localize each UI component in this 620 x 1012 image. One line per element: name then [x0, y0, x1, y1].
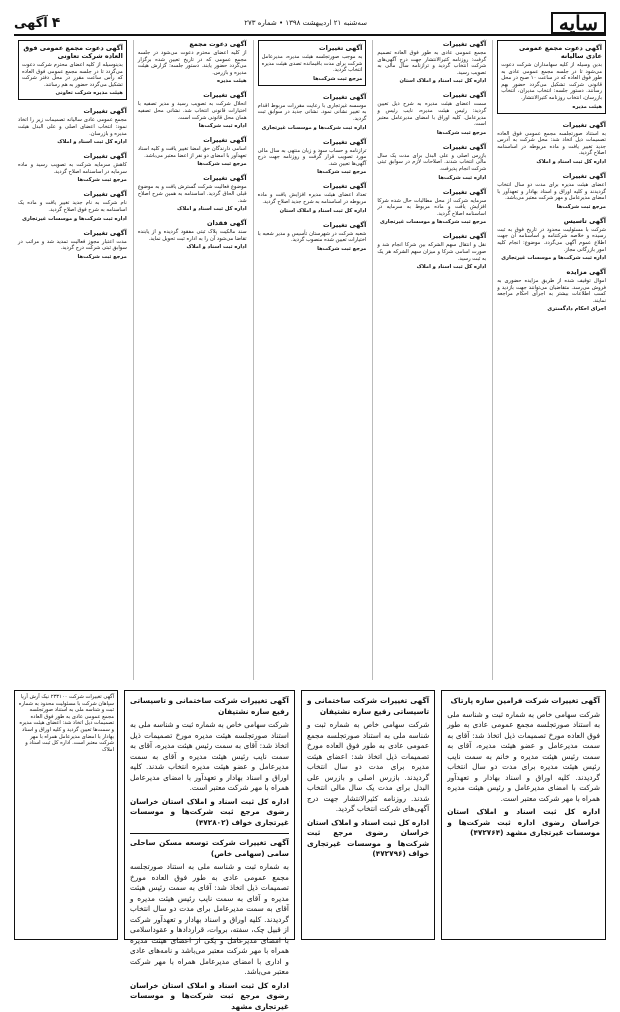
- ad-text: موسسه غیرتجاری با رعایت مقررات مربوط اقدام به تغییر نشانی نمود. نشانی جدید در سوابق ثبت گردید.: [258, 103, 367, 123]
- ad-text: انحلال شرکت به تصویب رسید و مدیر تصفیه با اختیارات قانونی انتخاب شد. نشانی محل تصفیه همان محل قانونی شرکت است.: [138, 101, 247, 121]
- ad-column-4: [133, 40, 247, 680]
- ad-text: به شماره ثبت و شناسه ملی به استناد صورتجلسه مجمع عمومی عادی به طور فوق العاده مورخ تصمیمات ذیل اتخاذ شد: آقای به سمت رئیس هیئت مدیره و آقای به سمت نایب رئیس هیئت مدیره و آقای به سمت مدیرعامل برای مدت دو سال انتخاب گردیدند. کلیه اوراق و اسناد بهادار و تعهدآور شرکت از قبیل چک، سفته، بروات، قراردادها و عقوداسلامی با امضای مدیرعامل و یکی از اعضای هیئت مدیره همراه با مهر شرکت معتبر می‌باشد و نامه‌های عادی و اداری با امضای مدیرعامل همراه با مهر شرکت معتبر می‌باشد.: [130, 862, 289, 978]
- ad-title: آگهی تغییرات شرکت ساختمانی و تاسیساتی رفیع سازه نشتیفان: [307, 696, 429, 717]
- ad-title: آگهی تغییرات: [258, 138, 367, 146]
- ad-item: [138, 174, 247, 212]
- ad-text: سمت اعضای هیئت مدیره به شرح ذیل تعیین گردید: رئیس هیئت مدیره، نایب رئیس و مدیرعامل. کلیه اوراق با امضای مدیرعامل معتبر است.: [377, 101, 486, 127]
- ad-title: آگهی تغییرات: [377, 91, 486, 99]
- ad-title: آگهی دعوت مجمع عمومی عادی سالیانه: [501, 44, 602, 60]
- ad-item: [497, 40, 606, 114]
- ad-item: [497, 172, 606, 210]
- ad-text: شرکت سهامی خاص به شماره ثبت و شناسه ملی به استناد صورتجلسه مجمع عمومی عادی به طور فوق العاده مورخ تصمیمات ذیل اتخاذ شد: آقای به سمت مدیرعامل و عضو هیئت مدیره، آقای به سمت رئیس هیئت مدیره و خانم به سمت نایب رئیس هیئت مدیره برای مدت دو سال انتخاب گردیدند. کلیه اوراق و اسناد بهادار و تعهدآور شرکت با امضای مدیرعامل و رئیس هیئت مدیره همراه با مهر شرکت معتبر است.: [447, 710, 600, 805]
- newspaper-logo: سایه: [551, 12, 606, 34]
- ad-title: آگهی تغییرات: [262, 44, 363, 52]
- ad-signature: مرجع ثبت شرکت‌ها: [497, 204, 606, 210]
- ad-signature: اداره ثبت شرکت‌ها: [138, 123, 247, 129]
- ad-text: مجمع عمومی عادی به طور فوق العاده تصمیم گرفت: روزنامه کثیرالانتشار جهت درج آگهی‌های شرکت انتخاب گردید و ترازنامه سال مالی به تصویب رسید.: [377, 50, 486, 76]
- left-ad-text: آگهی تغییرات شرکت ۲۳۳۱۰۰ نیک آرش آریا سپاهان شرکت با مسئولیت محدود به شماره ثبت و شناسه ملی به استناد صورتجلسه مجمع عمومی عادی به طور فوق العاده تصمیمات ذیل اتخاذ شد: اعضای هیئت مدیره و سمت‌ها تعیین گردید و کلیه اوراق و اسناد بهادار با امضای مدیرعامل همراه با مهر شرکت معتبر است. اداره کل ثبت اسناد و املاک: [18, 694, 114, 753]
- ad-box-3: [301, 690, 435, 940]
- ad-item: [138, 91, 247, 129]
- ad-signature: مرجع ثبت شرکت‌ها: [258, 246, 367, 252]
- ad-text: موضوع فعالیت شرکت گسترش یافت و به موضوع قبلی الحاق گردید. اساسنامه به همین شرح اصلاح شد.: [138, 184, 247, 204]
- ad-item: [138, 219, 247, 250]
- ad-item: [258, 40, 367, 86]
- ad-title: آگهی مزایده: [497, 268, 606, 276]
- ad-title: آگهی تغییرات: [18, 190, 127, 198]
- ad-signature: اداره کل ثبت اسناد و املاک استان خراسان رضوی مرجع ثبت شرکت‌ها و موسسات غیرتجاری خواف (۴۷۲۸۰۲): [130, 797, 289, 829]
- ad-signature: مرجع ثبت شرکت‌ها: [262, 76, 363, 82]
- ad-title: آگهی تغییرات شرکت فرامین سازه پارتاک: [447, 696, 600, 707]
- ad-signature: مرجع ثبت شرکت‌ها و موسسات غیرتجاری: [377, 219, 486, 225]
- ad-text: نام شرکت به نام جدید تغییر یافت و ماده یک اساسنامه به شرح فوق اصلاح گردید.: [18, 200, 127, 213]
- ad-text: بدینوسیله از کلیه اعضای محترم شرکت دعوت می‌گردد تا در جلسه مجمع عمومی فوق العاده که رأس ساعت مقرر در محل دفتر شرکت تشکیل می‌گردد حضور به هم رسانند.: [22, 62, 123, 88]
- ad-signature: مرجع ثبت شرکت‌ها: [18, 177, 127, 183]
- page-number-block: [14, 15, 60, 31]
- ad-text: کاهش سرمایه شرکت به تصویب رسید و ماده سرمایه در اساسنامه اصلاح گردید.: [18, 162, 127, 175]
- ad-text: شعبه شرکت در شهرستان تأسیس و مدیر شعبه با اختیارات تعیین شده منصوب گردید.: [258, 231, 367, 244]
- ad-item: [258, 138, 367, 176]
- ad-text: سند مالکیت پلاک ثبتی مفقود گردیده و از یابنده تقاضا می‌شود آن را به اداره ثبت تحویل نماید.: [138, 229, 247, 242]
- ad-item: [497, 121, 606, 165]
- ad-title: آگهی تغییرات شرکت ساختمانی و تاسیساتی رفیع سازه نشتیفان: [130, 696, 289, 717]
- ad-title: آگهی تغییرات: [138, 174, 247, 182]
- ad-box-4: [441, 690, 606, 940]
- ad-title: آگهی تغییرات: [377, 40, 486, 48]
- ad-title: آگهی تغییرات: [138, 136, 247, 144]
- ad-text: سرمایه شرکت از محل مطالبات حال شده شرکا افزایش یافت و ماده مربوط به سرمایه در اساسنامه اصلاح گردید.: [377, 198, 486, 218]
- ad-signature: اداره کل ثبت اسناد و املاک استان: [258, 208, 367, 214]
- ad-title: آگهی تغییرات: [138, 91, 247, 99]
- ad-text: بدین وسیله از کلیه سهامداران شرکت دعوت می‌شود تا در جلسه مجمع عمومی عادی به طور فوق العاده که در ساعت ۱۰ صبح در محل قانونی شرکت تشکیل می‌گردد حضور بهم رسانند. دستور جلسه: انتخاب مدیران، انتخاب بازرسان، انتخاب روزنامه کثیرالانتشار.: [501, 62, 602, 102]
- ad-title: آگهی تغییرات: [18, 107, 127, 115]
- ad-title: آگهی تغییرات: [258, 93, 367, 101]
- ad-title: آگهی تغییرات: [497, 172, 606, 180]
- ad-signature: اداره کل ثبت اسناد و املاک استان خراسان رضوی اداره ثبت شرکت‌ها و موسسات غیرتجاری مشهد (۴۷۲۷۶۴): [447, 807, 600, 839]
- ad-signature: مرجع ثبت شرکت‌ها: [138, 161, 247, 167]
- ad-signature: اداره کل ثبت اسناد و املاک استان خراسان رضوی مرجع ثبت شرکت‌ها و موسسات غیرتجاری خواف (۴۷۲۷۹۶): [307, 818, 429, 860]
- ad-box-2: [124, 690, 295, 940]
- ad-title: آگهی فقدان: [138, 219, 247, 227]
- ad-signature: هیئت مدیره شرکت تعاونی: [22, 90, 123, 96]
- ad-item: [377, 91, 486, 135]
- ad-item: [377, 143, 486, 181]
- ad-column-5: [14, 40, 127, 680]
- ad-column-3: [253, 40, 367, 680]
- ad-title: آگهی تغییرات: [258, 221, 367, 229]
- ad-signature: اداره ثبت شرکت‌ها: [377, 175, 486, 181]
- ad-signature: اداره کل ثبت اسناد و املاک استان خراسان رضوی مرجع ثبت شرکت‌ها و موسسات غیرتجاری مشهد: [130, 981, 289, 1012]
- ad-signature: اداره کل ثبت اسناد و املاک: [18, 139, 127, 145]
- ad-signature: اداره کل ثبت اسناد و املاک: [497, 159, 606, 165]
- ad-item: [497, 217, 606, 261]
- ad-text: از کلیه اعضای محترم دعوت می‌شود در جلسه مجمع عمومی که در تاریخ تعیین شده برگزار می‌گردد حضور یابند. دستور جلسه: گزارش هیئت مدیره و بازرس.: [138, 50, 247, 76]
- ad-text: مدت اعتبار مجوز فعالیت تمدید شد و مراتب در سوابق ثبتی شرکت درج گردید.: [18, 239, 127, 252]
- ad-item: [18, 40, 127, 100]
- ads-columns: [14, 40, 606, 680]
- ad-text: شرکت سهامی خاص به شماره ثبت و شناسه ملی به استناد صورتجلسه مجمع عمومی عادی به طور فوق العاده مورخ تصمیمات ذیل اتخاذ شد: اعضای هیئت مدیره برای مدت دو سال انتخاب گردیدند. بازرس اصلی و بازرس علی البدل برای مدت یک سال مالی انتخاب شدند. روزنامه کثیرالانتشار جهت درج آگهی‌های شرکت انتخاب گردید.: [307, 720, 429, 815]
- ad-text: به موجب صورتجلسه هیئت مدیره، مدیرعامل شرکت برای مدت باقیمانده تصدی هیئت مدیره انتخاب گردید.: [262, 54, 363, 74]
- ad-item: [258, 221, 367, 252]
- ad-title: آگهی تغییرات: [377, 232, 486, 240]
- section-name: آگهی: [14, 16, 48, 31]
- ad-text: اعضای هیئت مدیره برای مدت دو سال انتخاب گردیدند و کلیه اوراق و اسناد بهادار و تعهدآور با امضای مدیرعامل و مهر شرکت معتبر می‌باشد.: [497, 182, 606, 202]
- bottom-ads-row: [14, 690, 606, 940]
- ad-signature: اداره ثبت شرکت‌ها و موسسات غیرتجاری: [258, 125, 367, 131]
- ad-title: آگهی تغییرات: [18, 229, 127, 237]
- page-number: ۴: [52, 15, 61, 31]
- ad-text: شرکت سهامی خاص به شماره ثبت و شناسه ملی به استناد صورتجلسه هیئت مدیره مورخ تصمیمات ذیل اتخاذ شد: آقای به سمت رئیس هیئت مدیره، آقای به سمت نایب رئیس هیئت مدیره و آقای به سمت مدیرعامل و عضو هیئت مدیره انتخاب شدند. کلیه اوراق و اسناد بهادار و تعهدآور با امضای مدیرعامل همراه با مهر شرکت معتبر است.: [130, 720, 289, 794]
- ad-text: بازرس اصلی و علی البدل برای مدت یک سال مالی انتخاب شدند. اصلاحات لازم در سوابق ثبتی شرکت انجام پذیرفت.: [377, 153, 486, 173]
- left-small-ad: [14, 690, 118, 940]
- ad-item: [258, 93, 367, 131]
- ad-column-2: [372, 40, 486, 680]
- ad-signature: اداره ثبت اسناد و املاک: [138, 244, 247, 250]
- ad-signature: هیئت مدیره: [501, 104, 602, 110]
- ad-text: ترازنامه و حساب سود و زیان منتهی به سال مالی مورد تصویب قرار گرفت و روزنامه جهت درج آگهی‌ها تعیین شد.: [258, 148, 367, 168]
- ad-box-1: [130, 833, 289, 1012]
- ad-item: [138, 40, 247, 84]
- ad-signature: مرجع ثبت شرکت‌ها: [258, 169, 367, 175]
- ad-signature: اداره کل ثبت اسناد و املاک: [377, 264, 486, 270]
- ad-title: آگهی تاسیس: [497, 217, 606, 225]
- ad-column-1: [492, 40, 606, 680]
- ad-text: به استناد صورتجلسه مجمع عمومی فوق العاده تصمیمات ذیل اتخاذ شد: محل شرکت به آدرس جدید تغییر یافت و ماده مربوطه در اساسنامه اصلاح گردید.: [497, 131, 606, 157]
- ad-item: [18, 152, 127, 183]
- ad-title: آگهی تغییرات: [377, 188, 486, 196]
- ad-title: آگهی تغییرات: [18, 152, 127, 160]
- issue-line: سه‌شنبه ۲۱ اردیبهشت ۱۳۹۸ • شماره ۲۷۳: [244, 19, 367, 27]
- ad-item: [377, 188, 486, 226]
- ad-title: آگهی تغییرات: [258, 182, 367, 190]
- ad-text: تعداد اعضای هیئت مدیره افزایش یافت و ماده مربوطه در اساسنامه به شرح جدید اصلاح گردید.: [258, 192, 367, 205]
- page-header: [14, 12, 606, 36]
- ad-item: [18, 229, 127, 260]
- ad-text: شرکت با مسئولیت محدود در تاریخ فوق به ثبت رسیده و خلاصه شرکتنامه و اساسنامه آن جهت اطلاع عموم آگهی می‌گردد. موضوع: انجام کلیه امور بازرگانی مجاز.: [497, 227, 606, 253]
- ad-title: آگهی دعوت مجمع: [138, 40, 247, 48]
- ad-title: آگهی تغییرات شرکت توسعه مسکن ساحلی سامی (سهامی خاص): [130, 838, 289, 859]
- ad-signature: مرجع ثبت شرکت‌ها: [18, 254, 127, 260]
- ad-text: نقل و انتقال سهم الشرکه بین شرکا انجام شد و صورت اسامی شرکا و میزان سهم الشرکه هر یک به ثبت رسید.: [377, 242, 486, 262]
- ad-text: اسامی دارندگان حق امضا تغییر یافت و کلیه اسناد تعهدآور با امضای دو نفر از اعضا معتبر می‌باشد.: [138, 146, 247, 159]
- ad-title: آگهی تغییرات: [377, 143, 486, 151]
- ad-signature: مرجع ثبت شرکت‌ها: [377, 130, 486, 136]
- ad-item: [18, 190, 127, 221]
- ad-signature: اداره کل ثبت اسناد و املاک استان: [377, 78, 486, 84]
- ad-signature: هیئت مدیره: [138, 78, 247, 84]
- ad-signature: اجرای احکام دادگستری: [497, 306, 606, 312]
- ad-item: [377, 232, 486, 270]
- ad-item: [258, 182, 367, 213]
- ad-item: [497, 268, 606, 312]
- ad-text: اموال توقیف شده از طریق مزایده حضوری به فروش می‌رسد. متقاضیان می‌توانند جهت بازدید و کسب اطلاعات بیشتر به اجرای احکام مراجعه نمایند.: [497, 278, 606, 304]
- ad-title: آگهی دعوت مجمع عمومی فوق العاده شرکت تعاونی: [22, 44, 123, 60]
- ad-signature: اداره ثبت شرکت‌ها و موسسات غیرتجاری: [18, 216, 127, 222]
- ad-signature: اداره ثبت شرکت‌ها و موسسات غیرتجاری: [497, 255, 606, 261]
- ad-text: مجمع عمومی عادی سالیانه تصمیمات زیر را اتخاذ نمود: انتخاب اعضای اصلی و علی البدل هیئت مدیره و بازرسان.: [18, 117, 127, 137]
- ad-signature: اداره کل ثبت اسناد و املاک: [138, 206, 247, 212]
- ad-item: [377, 40, 486, 84]
- ad-item: [138, 136, 247, 167]
- ad-title: آگهی تغییرات: [497, 121, 606, 129]
- ad-item: [18, 107, 127, 145]
